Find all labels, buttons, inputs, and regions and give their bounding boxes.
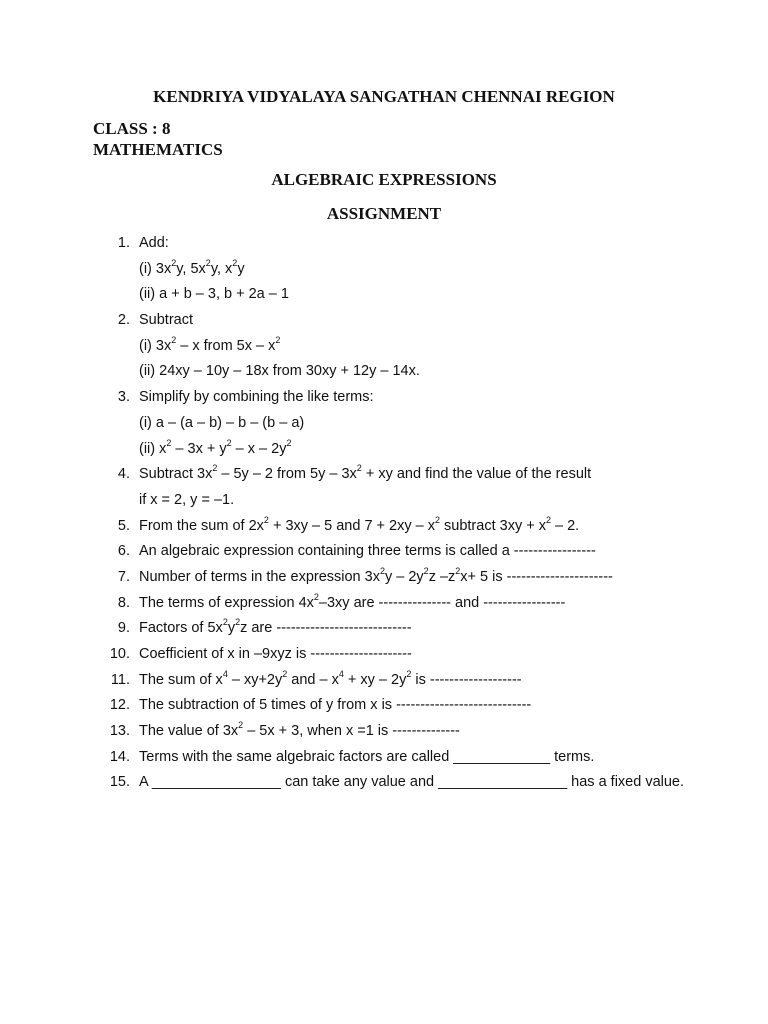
question-text: (i) $3x^2y$, $5x^2y$, $x^2y$ (139, 257, 245, 277)
question-text: The sum of $x^4 - xy+2y^2$ and – $x^4$ + xy – $2y^2$ is ------------------- (139, 668, 522, 688)
school-title: KENDRIYA VIDYALAYA SANGATHAN CHENNAI REGION (153, 87, 615, 106)
question-text: Subtract $3x^2 - 5y - 2$ from $5y - 3x^2$ + xy and find the value of the result (139, 463, 592, 483)
question-number: 14. (109, 748, 130, 765)
question-item (0, 567, 768, 593)
assignment-title: ASSIGNMENT (326, 204, 442, 223)
question-number: 8. (117, 594, 130, 611)
question-number: 9. (117, 620, 130, 637)
question-item (0, 310, 768, 336)
question-text: Add: (139, 235, 169, 251)
question-item (0, 747, 768, 773)
question-text: Subtract (139, 312, 193, 329)
question-number: 4. (117, 466, 130, 483)
question-item (0, 695, 768, 721)
question-text: (i) a – (a – b) – b – (b – a) (139, 414, 305, 431)
question-subitem (0, 284, 768, 310)
question-item (0, 772, 768, 798)
question-item (0, 618, 768, 644)
question-item (0, 387, 768, 413)
question-text: Terms with the same algebraic factors are called ____________ terms. (139, 748, 595, 765)
question-text: The terms of expression $4x^2-3xy$ are --------------- and ----------------- (139, 591, 566, 611)
subject-line: MATHEMATICS (93, 140, 223, 159)
question-text: Simplify by combining the like terms: (139, 389, 374, 406)
question-text: Factors of $5x^2y^2z$ are ---------------------------- (139, 617, 412, 637)
question-number: 12. (109, 697, 130, 714)
question-item (0, 233, 768, 259)
question-subitem (0, 413, 768, 439)
question-item (0, 541, 768, 567)
question-number: 13. (109, 723, 130, 740)
question-number: 3. (117, 389, 130, 406)
question-text: Number of terms in the expression $3x^2y - 2y^2z$ $-z^2x+ 5$ is ---------------------- (139, 566, 613, 585)
question-text: A ________________ can take any value and ________________ has a fixed value. (139, 774, 685, 791)
question-item (0, 670, 768, 696)
question-item (0, 721, 768, 747)
question-item (0, 593, 768, 619)
question-text: An algebraic expression containing three terms is called a ----------------- (139, 543, 596, 560)
question-number: 2. (117, 312, 130, 329)
question-text: (i) $3x^2$ – x from $5x - x^2$ (139, 334, 281, 354)
question-number: 6. (117, 543, 130, 560)
class-line: CLASS : 8 (93, 119, 171, 138)
question-subitem (0, 490, 768, 516)
question-item (0, 516, 768, 542)
class-block (93, 118, 223, 160)
question-text: The value of $3x^2 - 5x + 3$, when x =1 is -------------- (139, 720, 460, 740)
question-text: (ii) 24xy – 10y – 18x from 30xy + 12y – 14x. (139, 363, 420, 380)
question-list (0, 233, 768, 798)
question-text: (ii) $x^2 - 3x + y^2 - x - 2y^2$ (139, 437, 292, 457)
question-number: 11. (110, 671, 130, 688)
question-number: 1. (117, 235, 130, 251)
question-item (0, 644, 768, 670)
question-number: 7. (117, 568, 130, 585)
question-text: The subtraction of 5 times of y from x is ---------------------------- (139, 697, 532, 714)
topic-title: ALGEBRAIC EXPRESSIONS (271, 170, 497, 189)
question-number: 15. (109, 774, 130, 791)
question-text: if x = 2, y = –1. (139, 491, 235, 508)
question-subitem (0, 361, 768, 387)
question-subitem (0, 259, 768, 285)
question-text: Coefficient of x in –9xyz is --------------------- (139, 646, 412, 662)
question-subitem (0, 439, 768, 465)
question-number: 10. (109, 646, 130, 662)
question-subitem (0, 336, 768, 362)
question-item (0, 464, 768, 490)
question-text: From the sum of $2x^2 + 3xy - 5$ and $7 + 2xy - x^2$ subtract $3xy + x^2 - 2$. (139, 514, 580, 534)
question-number: 5. (117, 517, 130, 534)
question-text: (ii) a + b – 3, b + 2a – 1 (139, 286, 289, 303)
